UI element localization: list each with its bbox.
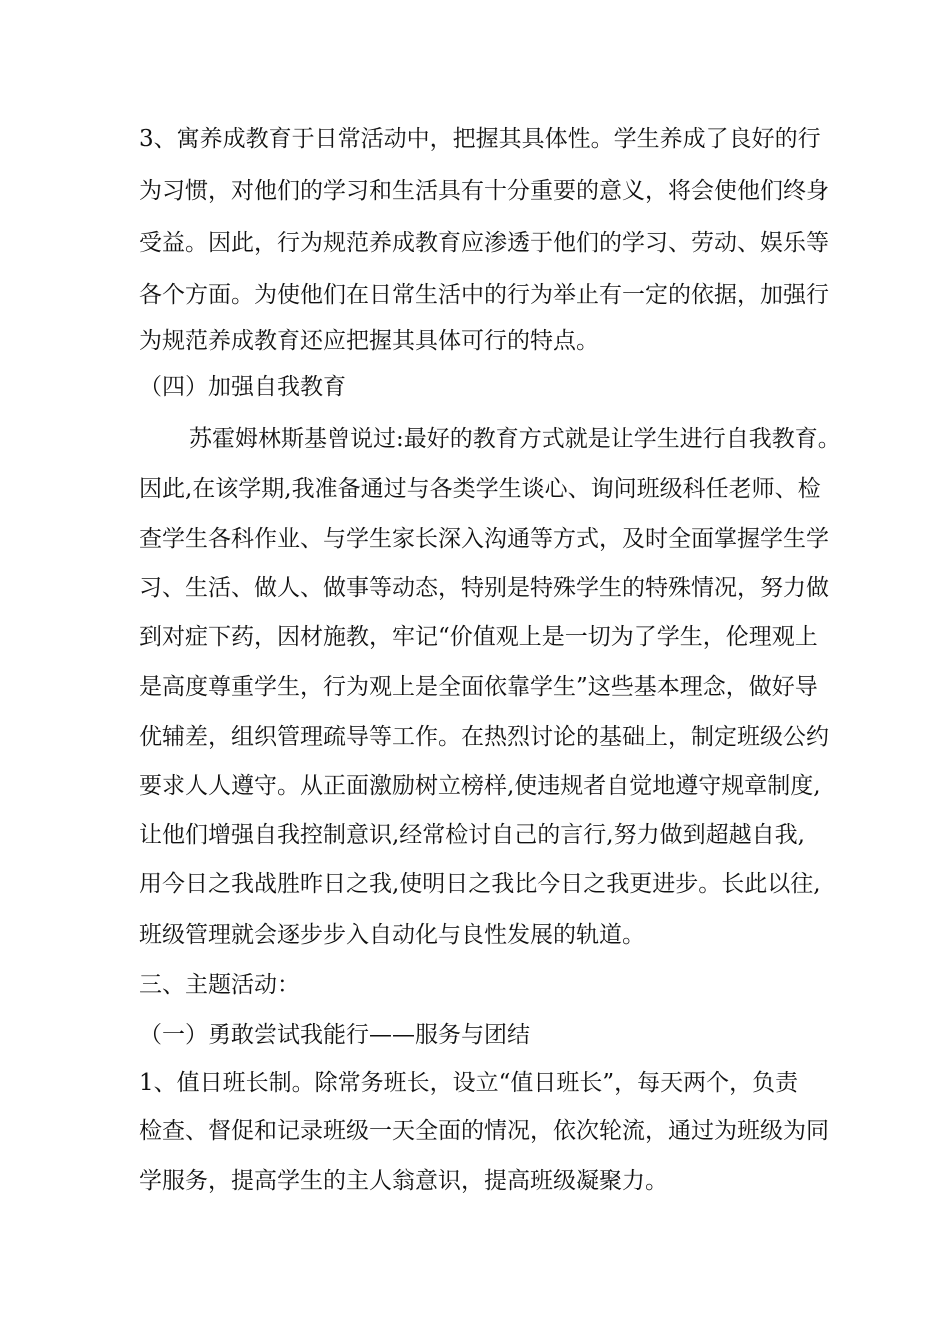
paragraph-line: 检查、督促和记录班级一天全面的情况，依次轮流，通过为班级为同 [139,1118,829,1144]
paragraph-line: 查学生各科作业、与学生家长深入沟通等方式，及时全面掌握学生学 [139,526,829,552]
paragraph-line: 为规范养成教育还应把握其具体可行的特点。 [139,328,599,354]
paragraph-line: 各个方面。为使他们在日常生活中的行为举止有一定的依据，加强行 [139,282,829,308]
paragraph-line: 1、值日班长制。除常务班长，设立“值日班长”，每天两个，负责 [139,1070,799,1096]
paragraph-line: 班级管理就会逐步步入自动化与良性发展的轨道。 [139,922,645,948]
paragraph-line: 苏霍姆林斯基曾说过:最好的教育方式就是让学生进行自我教育。 [189,426,841,452]
paragraph-line: 为习惯，对他们的学习和生活具有十分重要的意义，将会使他们终身 [139,178,829,204]
section-heading: （四）加强自我教育 [139,374,346,400]
paragraph-line: 让他们增强自我控制意识,经常检讨自己的言行,努力做到超越自我, [139,822,805,848]
paragraph-line: 习、生活、做人、做事等动态，特别是特殊学生的特殊情况，努力做 [139,575,829,601]
section-heading: 三、主题活动： [139,972,300,998]
paragraph-line: 受益。因此，行为规范养成教育应渗透于他们的学习、劳动、娱乐等 [139,230,829,256]
subsection-heading: （一）勇敢尝试我能行——服务与团结 [139,1022,530,1048]
paragraph-line: 优辅差，组织管理疏导等工作。在热烈讨论的基础上，制定班级公约 [139,724,829,750]
paragraph-line: 是高度尊重学生，行为观上是全面依靠学生”这些基本理念，做好导 [139,674,818,700]
paragraph-line: 学服务，提高学生的主人翁意识，提高班级凝聚力。 [139,1168,668,1194]
paragraph-line: 要求人人遵守。从正面激励树立榜样,使违规者自觉地遵守规章制度, [139,773,821,799]
paragraph-line: 3、寓养成教育于日常活动中，把握其具体性。学生养成了良好的行 [139,126,821,152]
paragraph-line: 到对症下药，因材施教，牢记“价值观上是一切为了学生，伦理观上 [139,624,818,650]
paragraph-line: 用今日之我战胜昨日之我,使明日之我比今日之我更进步。长此以往, [139,871,821,897]
paragraph-line: 因此,在该学期,我准备通过与各类学生谈心、询问班级科任老师、检 [139,476,821,502]
